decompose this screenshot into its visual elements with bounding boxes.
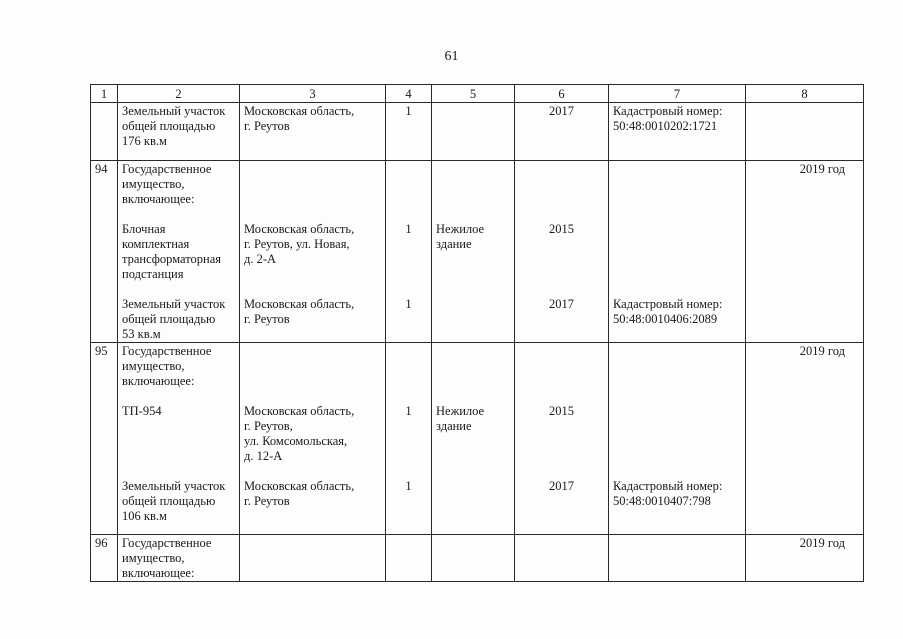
privatization-deadline: 2019 год bbox=[746, 161, 864, 343]
column-header-3: 3 bbox=[240, 85, 386, 103]
item-name: Блочная комплектная трансформаторная подстанция bbox=[122, 222, 222, 281]
table-row bbox=[91, 161, 864, 343]
column-header-8: 8 bbox=[746, 85, 864, 103]
table-row bbox=[91, 535, 864, 582]
column-number-header-row bbox=[91, 85, 864, 103]
column-header-2: 2 bbox=[118, 85, 240, 103]
privatization-deadline bbox=[746, 103, 864, 161]
privatization-deadline: 2019 год bbox=[746, 535, 864, 582]
property-type: Нежилое здание bbox=[432, 161, 515, 343]
item-address: Московская область, г. Реутов bbox=[244, 297, 355, 326]
column-header-4: 4 bbox=[386, 85, 432, 103]
item-address: Московская область, г. Реутов, ул. Новая, д. 2-А bbox=[244, 222, 355, 266]
property-type bbox=[432, 103, 515, 161]
item-address: Московская область, г. Реутов bbox=[244, 479, 355, 508]
item-name: Земельный участок общей площадью 53 кв.м bbox=[122, 297, 226, 341]
property-address bbox=[240, 161, 386, 343]
row-number bbox=[91, 103, 118, 161]
property-address: Московская область, г. Реутов bbox=[240, 103, 386, 161]
property-name bbox=[118, 343, 240, 535]
row-number: 96 bbox=[91, 535, 118, 582]
property-year: 2017 bbox=[515, 103, 609, 161]
group-label: Государственное имущество, включающее: bbox=[122, 536, 212, 580]
property-cadastral: Кадастровый номер: 50:48:0010407:798 bbox=[609, 343, 746, 535]
column-header-1: 1 bbox=[91, 85, 118, 103]
property-name bbox=[118, 535, 240, 582]
property-name: Земельный участок общей площадью 176 кв.м bbox=[118, 103, 240, 161]
property-type: Нежилое здание bbox=[432, 343, 515, 535]
item-address: Московская область, г. Реутов, ул. Комсомольская, д. 12-А bbox=[244, 404, 355, 463]
column-header-5: 5 bbox=[432, 85, 515, 103]
row-number: 94 bbox=[91, 161, 118, 343]
property-quantity bbox=[386, 535, 432, 582]
property-registry-table bbox=[90, 84, 864, 582]
property-cadastral: Кадастровый номер: 50:48:0010406:2089 bbox=[609, 161, 746, 343]
property-cadastral bbox=[609, 535, 746, 582]
group-label: Государственное имущество, включающее: bbox=[122, 162, 212, 206]
group-label: Государственное имущество, включающее: bbox=[122, 344, 212, 388]
column-header-7: 7 bbox=[609, 85, 746, 103]
property-address bbox=[240, 343, 386, 535]
table-row bbox=[91, 343, 864, 535]
property-address bbox=[240, 535, 386, 582]
property-quantity: 1 1 bbox=[386, 161, 432, 343]
property-type bbox=[432, 535, 515, 582]
page-number: 61 bbox=[444, 49, 459, 64]
property-year: 2015 2017 bbox=[515, 343, 609, 535]
column-header-6: 6 bbox=[515, 85, 609, 103]
row-number: 95 bbox=[91, 343, 118, 535]
item-name: ТП-954 bbox=[122, 404, 162, 418]
property-year: 2015 2017 bbox=[515, 161, 609, 343]
property-quantity: 1 1 bbox=[386, 343, 432, 535]
property-quantity: 1 bbox=[386, 103, 432, 161]
property-name bbox=[118, 161, 240, 343]
property-cadastral: Кадастровый номер: 50:48:0010202:1721 bbox=[609, 103, 746, 161]
item-name: Земельный участок общей площадью 106 кв.м bbox=[122, 479, 226, 523]
table-row bbox=[91, 103, 864, 161]
privatization-deadline: 2019 год bbox=[746, 343, 864, 535]
property-year bbox=[515, 535, 609, 582]
